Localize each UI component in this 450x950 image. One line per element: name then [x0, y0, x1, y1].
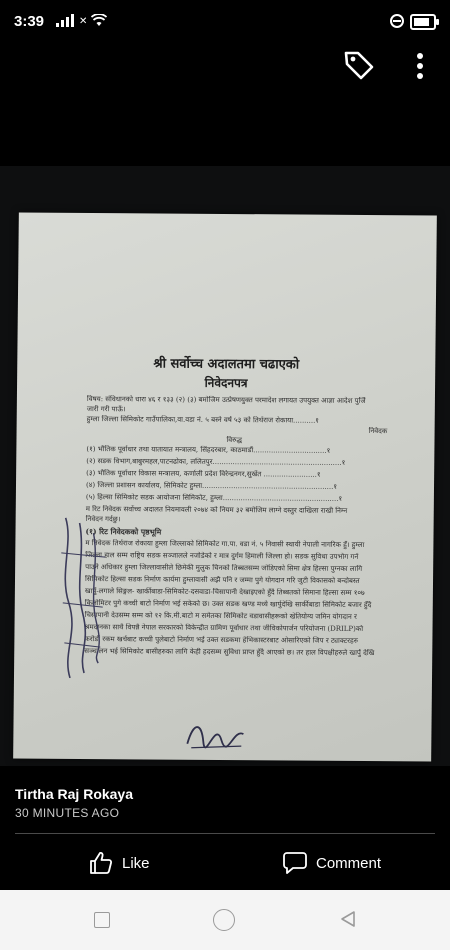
status-bar — [0, 0, 450, 44]
comment-label: Comment — [316, 854, 382, 872]
document-paper — [13, 213, 437, 762]
doc-line: विषय: संविधानको धारा ४६ र १३३ (२) (३) बमोजिम उत्प्रेषणयुक्त परमादेश लगायत उपयुक्त आज्ञा आदेश पुर्जि — [86, 395, 366, 405]
like-button[interactable] — [88, 847, 168, 879]
post-photo[interactable] — [0, 166, 450, 766]
doc-line: (४) जिल्ला प्रशासन कार्यालय, सिमिकोट हुम्ला...........................................................१ — [85, 481, 338, 491]
doc-title: श्री सर्वोच्च अदालतमा चढाएको — [153, 356, 300, 373]
doc-line: करोडौं रकम खर्चबाट कच्ची पुलेबाटो निर्माण भई उक्त सडकमा हेभिकास्टरबाट ओसारिएको जिप र ट्याक्टरहरु — [84, 635, 359, 645]
doc-line: (३) भौतिक पूर्वाधार विकास मन्त्रालय, कर्णाली प्रदेश विरेन्द्रनगर,सुर्खेत ........................१ — [86, 469, 321, 479]
tag-icon[interactable] — [342, 48, 376, 82]
doc-line: सञ्चालन भई सिमिकोट बासीहरुका लागि केही हदसम्म सुविधा प्राप्त हुँदै आएको छ। तर हाल विपक्षीहरुले खार्पु देखि — [84, 647, 375, 658]
doc-line: पाउने अधिकार हुम्ला जिल्लावासीले छिमेकी मुलुक चिनको तिब्बतसम्म जोडिएको सिमा क्षेत्र हिल्सा पुग्नका लागि — [85, 563, 363, 573]
doc-line: श्रमदानका साथै विपन्नै नेपाल सरकारको विकेन्द्रीत ग्रामिण पूर्वाधार तथा जीविकोपार्जन परियोजना (DRILP)को — [84, 623, 364, 633]
post-author[interactable]: Tirtha Raj Rokaya — [15, 786, 134, 802]
doc-line: (१) भौतिक पूर्वाधार तथा यातायात मन्त्रालय, सिंहदरबार, काठमाडौं.................................१ — [86, 445, 331, 455]
doc-line: (२) सडक विभाग,बाबुरमहल,पाटनढोका, ललितपुर..........................................................१ — [86, 457, 346, 467]
comment-icon — [282, 850, 308, 876]
doc-line: जारी गरी पाऊँ। — [86, 405, 126, 414]
doc-side-label: निवेदक — [368, 426, 388, 436]
post-toolbar — [0, 44, 450, 104]
recents-icon[interactable] — [94, 912, 110, 928]
doc-line: किलोमिटर पुगे कच्ची बाटो निर्माण भई सकेको छ। उक्त सडक खण्ड मध्ये खार्पुदेखि सार्कीबाडा सिमिकोट बजार हुँदै — [84, 599, 372, 610]
doc-line: म रिट निवेदक सर्वोच्च अदालत नियमावली २०७४ को नियम ३२ बमोजिम लाग्ने दस्तुर दाखिला राखी निम्न — [85, 505, 348, 515]
home-icon[interactable] — [213, 909, 235, 931]
handwritten-margin-note — [54, 513, 116, 683]
status-time: 3:39 — [14, 13, 45, 30]
divider — [15, 833, 435, 834]
comment-button[interactable] — [282, 847, 392, 879]
doc-line: जिल्ला हाल सम्म राष्ट्रिय सडक सञ्जालले नजोडेको र मात्र दुर्गम हिमाली जिल्ला हो। सडक सुविधा उपभोग गर्न — [85, 551, 359, 561]
do-not-disturb-icon — [390, 14, 404, 28]
post-timestamp: 30 MINUTES AGO — [15, 806, 120, 820]
signal-icon: ✕ — [56, 14, 107, 27]
doc-line: विरुद्ध — [226, 436, 243, 445]
battery-icon — [410, 14, 436, 30]
post-meta — [0, 766, 450, 842]
thumbs-up-icon — [88, 850, 114, 876]
doc-line: खार्पु-लगाले सिङ्गल- खार्कीबाडा-सिमिकोट-दसवाडा-चिसापानी देखाइएको हुँदै तिब्बतको सिमाना हिल्सा सम्म १०७ — [84, 587, 365, 597]
wifi-icon — [91, 14, 107, 27]
back-icon[interactable] — [338, 909, 358, 929]
doc-line: सिमिकोट हिल्सा सडक निर्माण कार्यमा हुम्लावासी अझै पनि र जम्मा पुगे योगदान गरि जुटी विकासको बन्दोबस्त — [84, 575, 360, 585]
doc-subtitle: निवेदनपत्र — [204, 375, 248, 391]
doc-line: हुम्ला जिल्ला सिमिकोट गाउँपालिका,वा.वडा नं. ५ बस्ने वर्ष ५३ को तिर्थराज रोकाया..........१ — [86, 415, 320, 425]
signature — [181, 714, 251, 754]
doc-line: म निवेदक तिर्थराज रोकाया हुम्ला जिल्लाको सिमिकोट गा.पा. वडा नं. ५ निवासी स्थायी नेपाली नागरिक हुँ। हुम्ला — [85, 539, 365, 549]
doc-line: (५) हिल्सा सिमिकोट सडक आयोजना सिमिकोट, हुम्ला....................................................१ — [85, 493, 343, 503]
like-label: Like — [122, 854, 150, 872]
doc-line: निवेदन गर्दछु। — [85, 515, 121, 524]
doc-line: चिसापानी देउसम्म सम्म को १२ कि.मी.बाटो म समेतका सिमिकोट वडावासीहरूको खेतियोग्य जमिन योगदान र — [84, 611, 357, 621]
doc-section-heading: (१) रिट निवेदकको पृष्ठभूमि — [85, 527, 162, 537]
more-vert-icon[interactable] — [412, 50, 428, 84]
